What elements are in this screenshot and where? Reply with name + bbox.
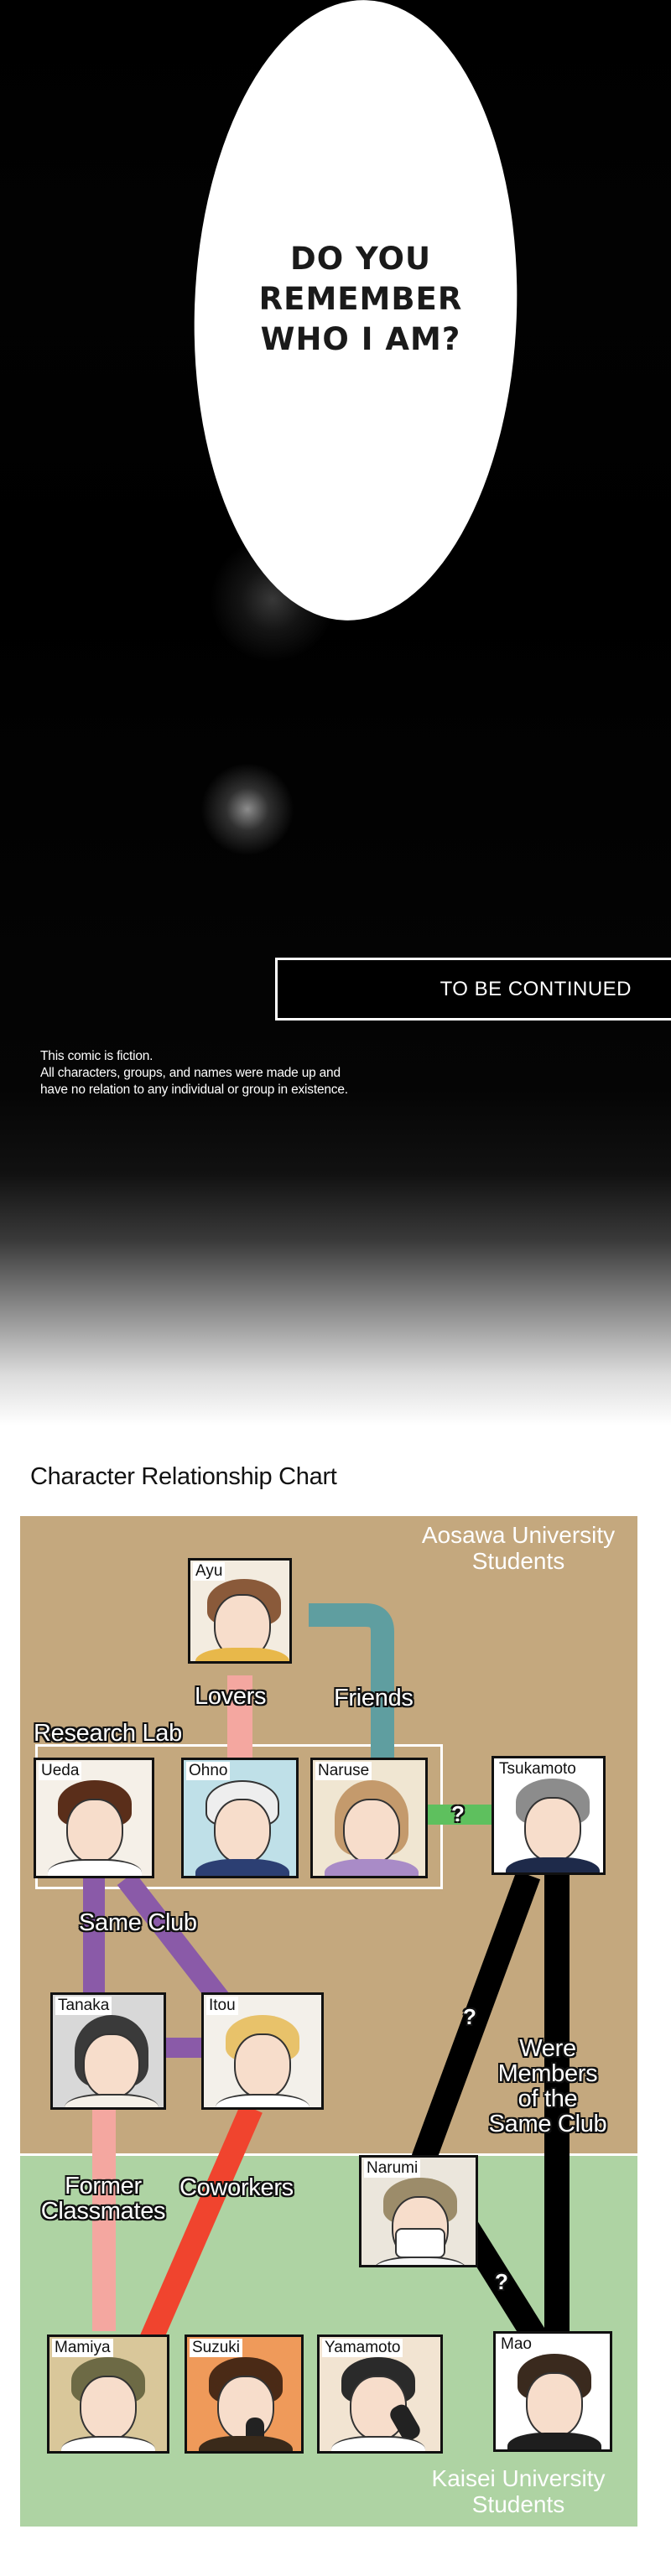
lovers-label: Lovers — [195, 1683, 267, 1710]
character-name: Narumi — [364, 2159, 420, 2178]
body — [507, 2433, 601, 2452]
character-name: Tanaka — [55, 1997, 112, 2015]
character-name: Mao — [498, 2335, 534, 2354]
character-name: Itou — [206, 1997, 238, 2015]
character-name: Suzuki — [190, 2339, 242, 2357]
face — [66, 1799, 123, 1864]
face — [343, 1799, 400, 1864]
face — [526, 2372, 583, 2438]
to-be-continued-banner: TO BE CONTINUED — [275, 958, 671, 1021]
character-name: Naruse — [315, 1762, 372, 1780]
character-name: Ohno — [186, 1762, 230, 1780]
body — [216, 2094, 309, 2110]
body — [48, 1859, 142, 1878]
speech-bubble-text: DO YOU REMEMBER WHO I AM? — [258, 241, 463, 357]
chart-title: Character Relationship Chart — [30, 1463, 337, 1490]
face — [234, 2033, 291, 2099]
coworkers-line — [151, 2108, 252, 2340]
character-tsukamoto — [492, 1756, 606, 1875]
character-yamamoto — [317, 2334, 443, 2454]
body — [325, 1859, 419, 1878]
face — [80, 2376, 137, 2441]
body — [506, 1857, 600, 1875]
character-suzuki — [185, 2334, 304, 2454]
character-mao — [493, 2331, 612, 2452]
unknown-relationship-mark: ? — [451, 1801, 465, 1826]
unknown-relationship-mark: ? — [463, 2004, 476, 2029]
body — [195, 1648, 289, 1664]
character-ohno — [181, 1758, 299, 1878]
face-mask — [395, 2228, 445, 2258]
character-narumi — [359, 2155, 478, 2267]
face — [524, 1797, 581, 1862]
body — [195, 1859, 289, 1878]
fiction-disclaimer: This comic is fiction. All characters, groups, and names were made up and have no relation to any individual or group in existence. — [40, 1049, 348, 1097]
character-name: Mamiya — [52, 2339, 113, 2357]
friends-label: Friends — [334, 1685, 414, 1711]
aosawa-region-label: Aosawa University Students — [421, 1522, 616, 1574]
body — [65, 2094, 159, 2110]
character-name: Ayu — [193, 1562, 225, 1581]
research-lab-label: Research Lab — [34, 1720, 182, 1747]
character-ueda — [34, 1758, 154, 1878]
face — [214, 1799, 271, 1864]
kaisei-region-label: Kaisei University Students — [431, 2465, 606, 2517]
character-mamiya — [47, 2334, 169, 2454]
body — [331, 2436, 425, 2454]
were-members-label: Were Members of the Same Club — [488, 2035, 607, 2137]
character-ayu — [188, 1558, 292, 1664]
unknown-relationship-mark: ? — [495, 2269, 508, 2294]
coworkers-label: Coworkers — [179, 2174, 294, 2201]
former-classmates-label: Former Classmates — [40, 2173, 166, 2225]
character-tanaka — [50, 1992, 166, 2110]
body — [199, 2436, 293, 2454]
character-naruse — [310, 1758, 428, 1878]
character-name: Tsukamoto — [497, 1760, 579, 1779]
character-name: Ueda — [39, 1762, 81, 1780]
same-club-label: Same Club — [79, 1909, 197, 1936]
face — [83, 2033, 140, 2099]
body — [61, 2436, 155, 2454]
character-itou — [201, 1992, 324, 2110]
character-name: Yamamoto — [322, 2339, 403, 2357]
